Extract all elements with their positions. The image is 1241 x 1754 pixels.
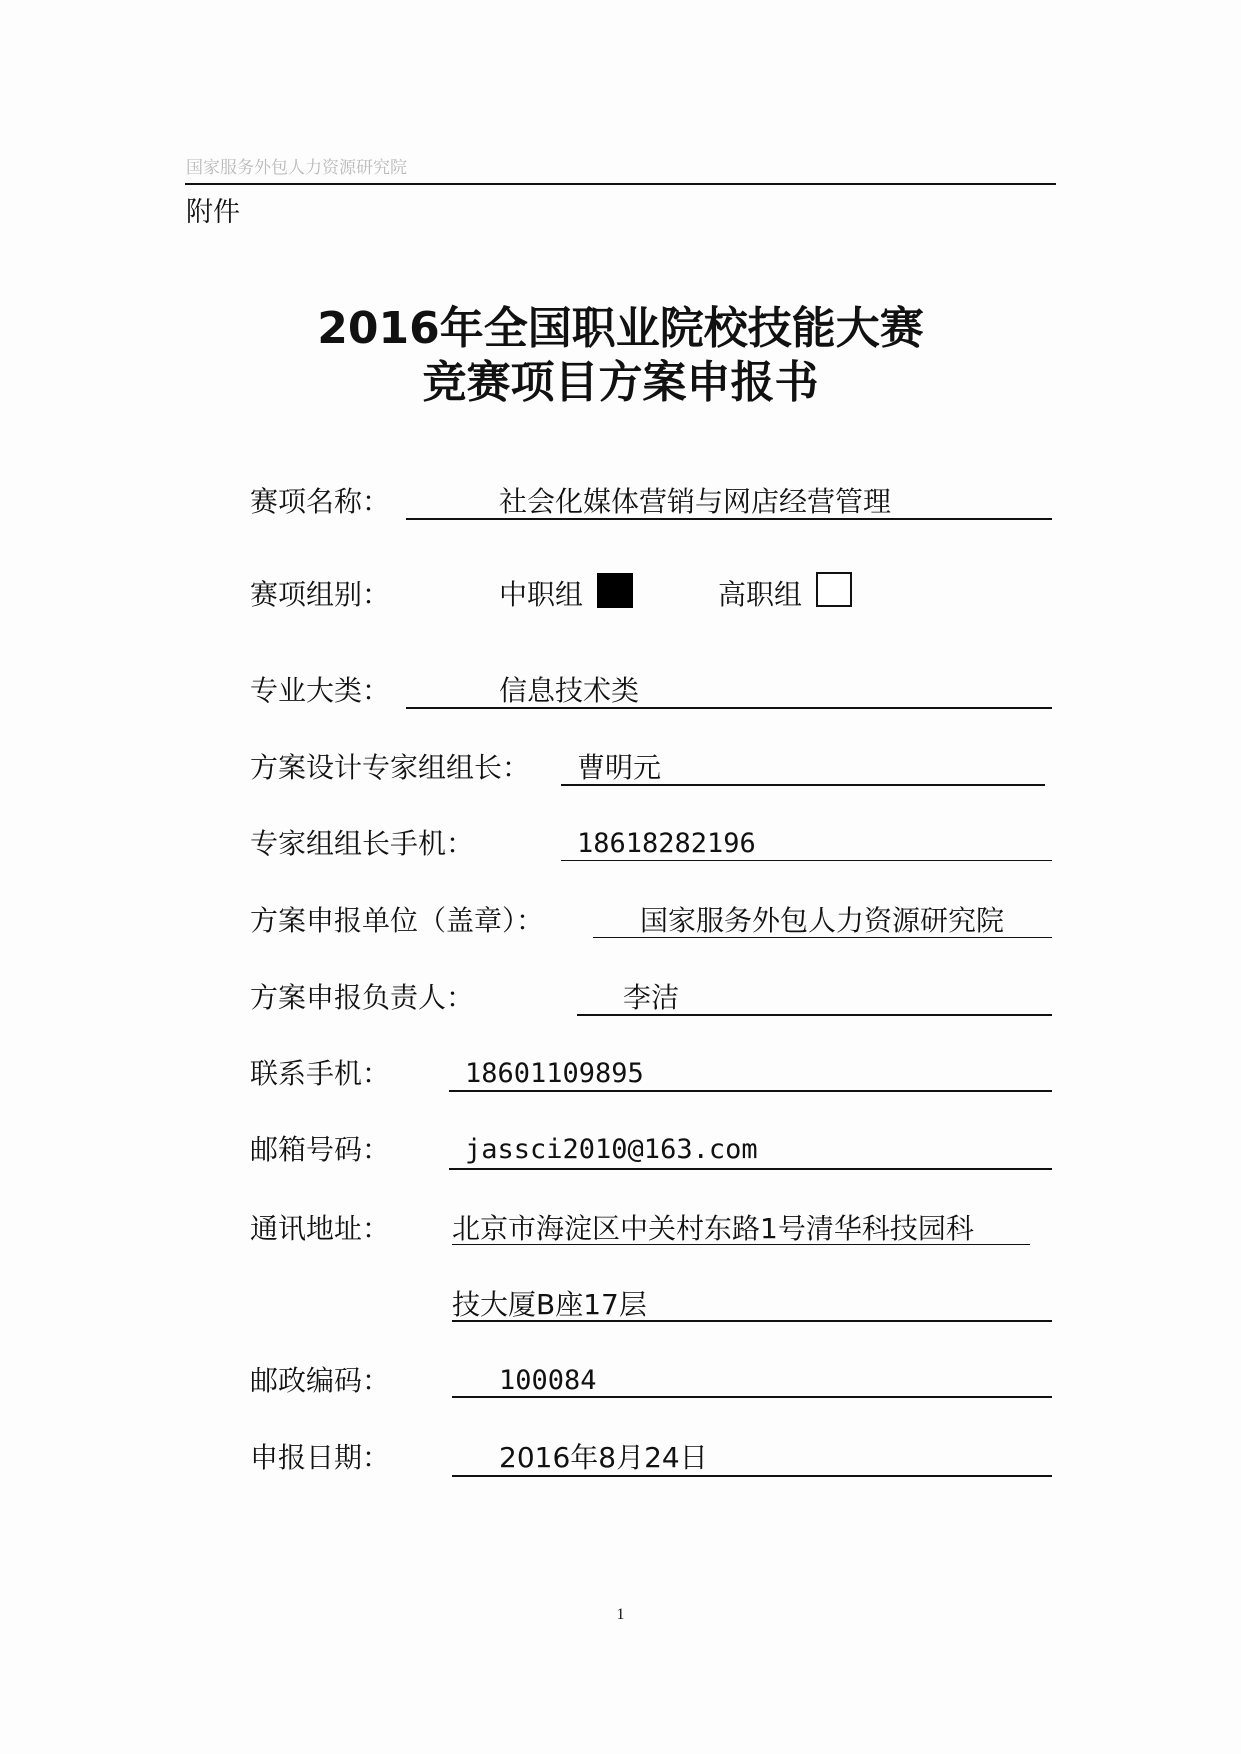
postal-code-value: 100084 <box>499 1365 597 1396</box>
event-name-value: 社会化媒体营销与网店经营管理 <box>499 485 892 518</box>
apply-date-label: 申报日期： <box>250 1441 391 1474</box>
email-label: 邮箱号码： <box>250 1133 391 1166</box>
group-option-secondary-checkbox-checked <box>597 573 633 608</box>
document-title-line2: 竞赛项目方案申报书 <box>422 357 819 408</box>
annex-label: 附件 <box>186 197 240 228</box>
applicant-person-value: 李洁 <box>623 981 680 1014</box>
expert-leader-phone-value: 18618282196 <box>577 828 756 859</box>
header-org-watermark: 国家服务外包人力资源研究院 <box>186 158 407 178</box>
address-label: 通讯地址： <box>250 1212 391 1245</box>
postal-code-label: 邮政编码： <box>250 1364 391 1397</box>
expert-leader-label: 方案设计专家组组长： <box>250 751 531 784</box>
applicant-person-label: 方案申报负责人： <box>250 981 475 1014</box>
major-category-label: 专业大类： <box>250 674 391 707</box>
email-underline <box>449 1168 1052 1170</box>
group-option-higher-label: 高职组 <box>718 578 803 611</box>
expert-leader-phone-label: 专家组组长手机： <box>250 827 475 860</box>
apply-date-value: 2016年8月24日 <box>499 1441 708 1474</box>
event-name-label: 赛项名称： <box>250 485 391 518</box>
applicant-unit-label: 方案申报单位（盖章）： <box>250 904 545 937</box>
event-group-label: 赛项组别： <box>250 578 391 611</box>
email-value: jassci2010@163.com <box>465 1134 758 1165</box>
major-category-value: 信息技术类 <box>499 674 640 707</box>
page-number: 1 <box>616 1606 625 1623</box>
contact-phone-label: 联系手机： <box>250 1057 391 1090</box>
document-title-line1: 2016年全国职业院校技能大赛 <box>317 303 924 354</box>
group-option-secondary-label: 中职组 <box>499 578 584 611</box>
group-option-higher-checkbox-unchecked <box>816 572 852 607</box>
contact-phone-value: 18601109895 <box>465 1058 644 1089</box>
applicant-unit-value: 国家服务外包人力资源研究院 <box>640 904 1005 937</box>
expert-leader-value: 曹明元 <box>577 751 662 784</box>
address-line1-value: 北京市海淀区中关村东路1号清华科技园科 <box>452 1212 974 1245</box>
address-line2-value: 技大厦B座17层 <box>452 1288 647 1321</box>
header-rule <box>185 183 1056 185</box>
